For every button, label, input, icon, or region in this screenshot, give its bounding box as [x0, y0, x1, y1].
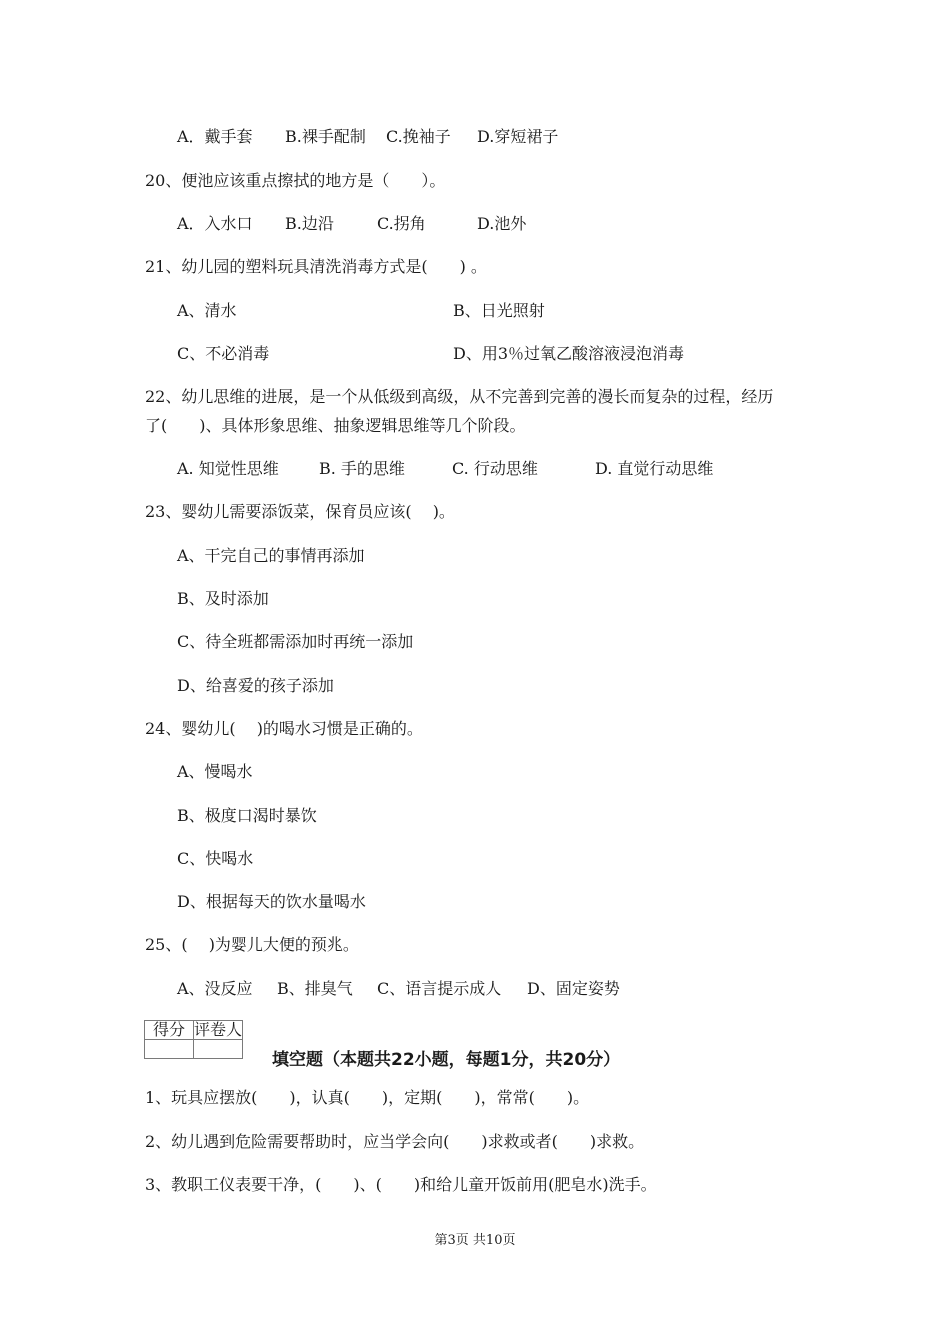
q22-stem-line2: 了( )、具体形象思维、抽象逻辑思维等几个阶段。 [145, 416, 526, 435]
q20-option-b: B.边沿 [285, 214, 334, 233]
q23-option-c: C、待全班都需添加时再统一添加 [177, 632, 414, 651]
q23-stem: 23、婴幼儿需要添饭菜，保育员应该( )。 [145, 502, 455, 521]
q23-option-b: B、及时添加 [177, 589, 269, 608]
fill-question-2: 2、幼儿遇到危险需要帮助时，应当学会向( )求救或者( )求救。 [145, 1132, 645, 1151]
q24-option-a: A、慢喝水 [177, 762, 253, 781]
q19-option-b: B.裸手配制 [285, 127, 366, 146]
q25-option-b: B、排臭气 [277, 979, 353, 998]
q22-option-c: C. 行动思维 [452, 459, 538, 478]
score-cell [145, 1040, 194, 1059]
section-title: 填空题（本题共22小题，每题1分，共20分） [272, 1050, 621, 1070]
q23-option-a: A、干完自己的事情再添加 [177, 546, 365, 565]
q20-option-d: D.池外 [477, 214, 527, 233]
score-label: 得分 [145, 1021, 194, 1040]
q25-option-c: C、语言提示成人 [377, 979, 502, 998]
q24-stem: 24、婴幼儿( )的喝水习惯是正确的。 [145, 719, 423, 738]
q22-stem-line1: 22、幼儿思维的进展，是一个从低级到高级，从不完善到完善的漫长而复杂的过程，经历 [145, 387, 774, 406]
q25-stem: 25、( )为婴儿大便的预兆。 [145, 935, 359, 954]
q23-option-d: D、给喜爱的孩子添加 [177, 676, 334, 695]
page-footer: 第3页 共10页 [434, 1233, 516, 1248]
q19-option-d: D.穿短裙子 [477, 127, 559, 146]
q21-option-c: C、不必消毒 [177, 344, 270, 363]
q24-option-d: D、根据每天的饮水量喝水 [177, 892, 366, 911]
q19-option-c: C.挽袖子 [386, 127, 451, 146]
q22-option-b: B. 手的思维 [319, 459, 405, 478]
q21-option-a: A、清水 [177, 301, 237, 320]
score-table [144, 1020, 243, 1059]
fill-question-1: 1、玩具应摆放( )，认真( )，定期( )，常常( )。 [145, 1088, 590, 1107]
q21-option-d: D、用3％过氧乙酸溶液浸泡消毒 [453, 344, 685, 363]
q20-option-c: C.拐角 [377, 214, 426, 233]
q21-option-b: B、日光照射 [453, 301, 545, 320]
q24-option-b: B、极度口渴时暴饮 [177, 806, 317, 825]
q19-option-a: A．戴手套 [177, 127, 253, 146]
q25-option-d: D、固定姿势 [527, 979, 620, 998]
fill-question-3: 3、教职工仪表要干净，( )、( )和给儿童开饭前用(肥皂水)洗手。 [145, 1175, 657, 1194]
q20-option-a: A．入水口 [177, 214, 253, 233]
q22-option-a: A. 知觉性思维 [177, 459, 279, 478]
q22-option-d: D. 直觉行动思维 [595, 459, 714, 478]
q25-option-a: A、没反应 [177, 979, 253, 998]
grader-cell [194, 1040, 243, 1059]
q21-stem: 21、幼儿园的塑料玩具清洗消毒方式是( ) 。 [145, 257, 487, 276]
q20-stem: 20、便池应该重点擦拭的地方是（ ）。 [145, 171, 446, 190]
q24-option-c: C、快喝水 [177, 849, 254, 868]
grader-label: 评卷人 [194, 1020, 243, 1039]
